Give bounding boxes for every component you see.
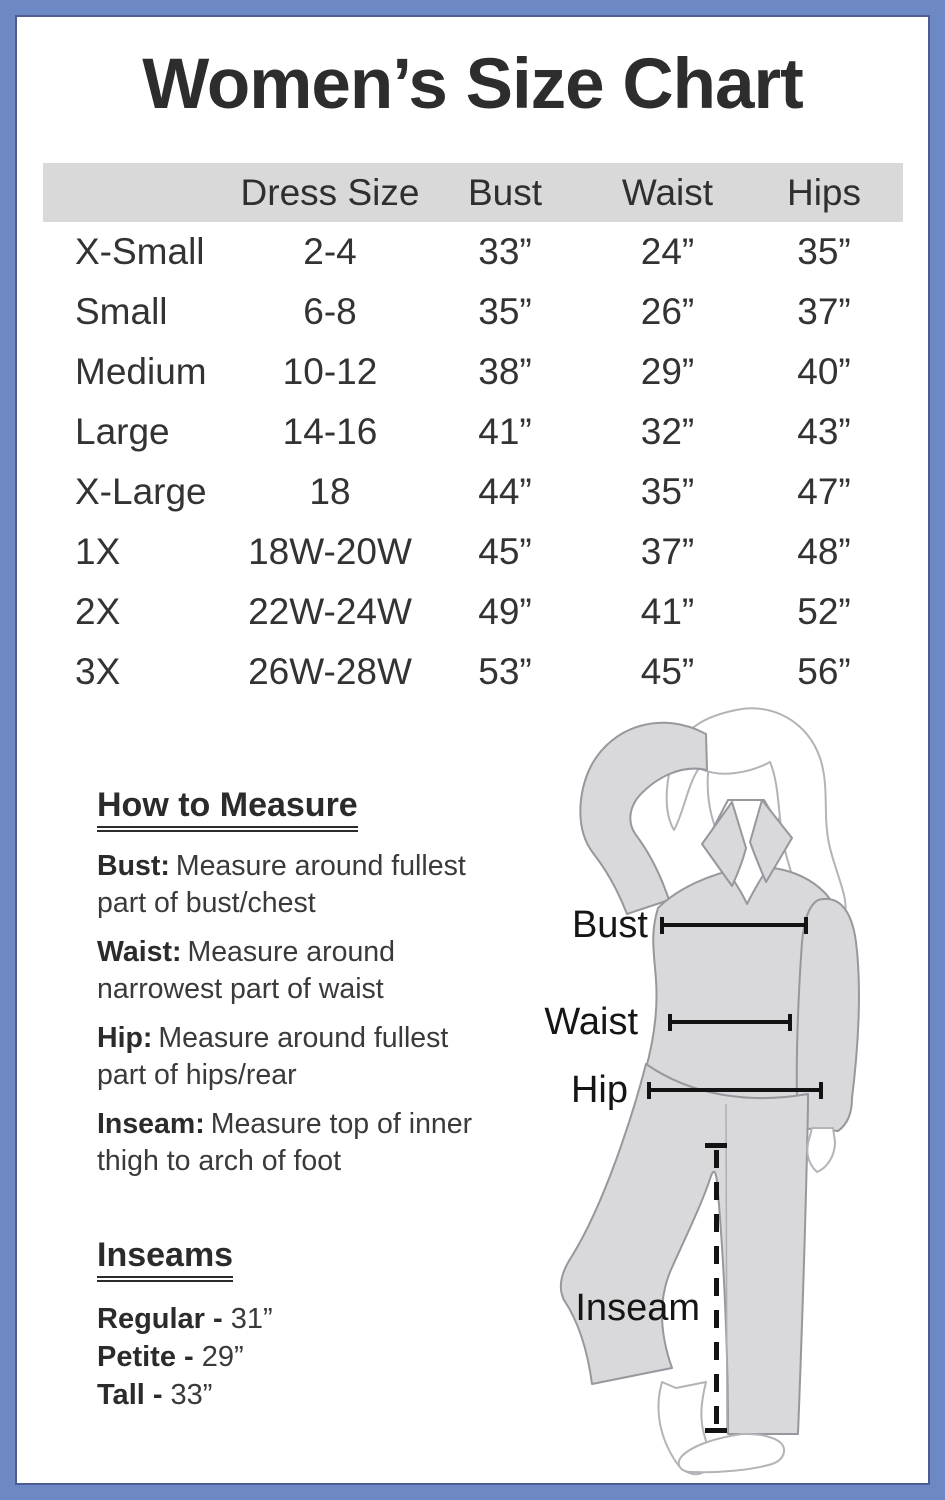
how-to-measure-heading: How to Measure [97,786,358,832]
size-label: 1X [75,531,121,572]
hips-value: 40” [797,351,851,392]
inseam-value: 33” [170,1379,213,1411]
dress-size-value: 18W-20W [248,531,412,572]
bust-value: 33” [478,231,532,272]
measure-description: Measure around fullest part of bust/chest [97,850,466,919]
bust-value: 38” [478,351,532,392]
dress-size-value: 10-12 [282,351,378,392]
bust-measure-label: Bust [571,904,648,946]
hips-value: 35” [797,231,851,272]
inseam-measure-line [705,1143,727,1433]
dress-size-value: 2-4 [303,231,357,272]
waist-value: 37” [640,531,695,572]
column-header-waist: Waist [621,171,714,213]
dress-size-value: 6-8 [303,291,357,332]
dress-size-value: 26W-28W [248,651,412,692]
hips-value: 52” [797,591,851,632]
size-label: Large [75,411,170,452]
inseam-value: 29” [201,1341,244,1373]
hip-measure-label: Hip [570,1069,628,1111]
figure-pants [561,1064,808,1434]
waist-measure-line [668,1020,792,1024]
page-title: Women’s Size Chart [142,45,803,124]
hips-value: 37” [797,291,851,332]
table-row-medium [43,342,903,402]
bust-value: 35” [478,291,532,332]
measure-description: Measure around fullest part of hips/rear [97,1022,449,1091]
measure-term: Hip: [97,1022,153,1054]
size-label: Medium [75,351,207,392]
size-label: X-Large [75,471,207,512]
hips-value: 47” [797,471,851,512]
bust-value: 41” [478,411,532,452]
size-table [43,163,903,702]
measure-term: Inseam: [97,1108,205,1140]
size-label: X-Small [75,231,205,272]
table-row-small [43,282,903,342]
dress-size-value: 14-16 [282,411,378,452]
inseam-term: Tall - [97,1379,163,1411]
table-row-large [43,402,903,462]
inseams-heading: Inseams [97,1236,233,1282]
figure-raised-arm [580,723,707,914]
bust-value: 45” [478,531,532,572]
inseam-item-tall [97,1376,273,1414]
waist-value: 32” [640,411,695,452]
column-header-bust: Bust [467,171,543,213]
table-row-xsmall [43,222,903,282]
dress-size-value: 22W-24W [248,591,412,632]
waist-value: 24” [640,231,695,272]
bust-value: 44” [478,471,532,512]
inseam-dashed-segment [714,1150,719,1426]
size-label: 3X [75,651,121,692]
hips-value: 56” [797,651,851,692]
hips-value: 48” [797,531,851,572]
table-row-1x [43,522,903,582]
table-row-2x [43,582,903,642]
waist-value: 29” [640,351,695,392]
waist-value: 35” [640,471,695,512]
bust-value: 53” [478,651,532,692]
inseam-item-regular [97,1300,273,1338]
waist-value: 26” [640,291,695,332]
size-label: 2X [75,591,121,632]
bust-value: 49” [478,591,532,632]
figure-hand [807,1128,835,1172]
table-row-xlarge [43,462,903,522]
measure-description: Measure top of inner thigh to arch of foot [97,1108,473,1177]
inseam-value: 31” [230,1303,273,1335]
hips-value: 43” [797,411,851,452]
waist-value: 45” [640,651,695,692]
measure-term: Bust: [97,850,170,882]
measure-item-inseam [97,1106,502,1180]
inseam-term: Petite - [97,1341,194,1373]
inseam-item-petite [97,1338,273,1376]
waist-value: 41” [640,591,695,632]
inseams-list [97,1300,273,1414]
how-to-measure-section [97,786,502,1180]
inseam-term: Regular - [97,1303,223,1335]
measure-term: Waist: [97,936,182,968]
column-header-hips: Hips [786,171,862,213]
inseams-section [97,1236,273,1414]
column-header-dress-size: Dress Size [240,171,420,213]
inseam-measure-label: Inseam [575,1287,700,1329]
size-label: Small [75,291,168,332]
measure-description: Measure around narrowest part of waist [97,936,395,1005]
waist-measure-label: Waist [544,1001,638,1043]
dress-size-value: 18 [309,471,351,512]
hip-measure-line [647,1088,823,1092]
bust-measure-line [660,923,808,927]
size-table-header-row [43,163,903,222]
